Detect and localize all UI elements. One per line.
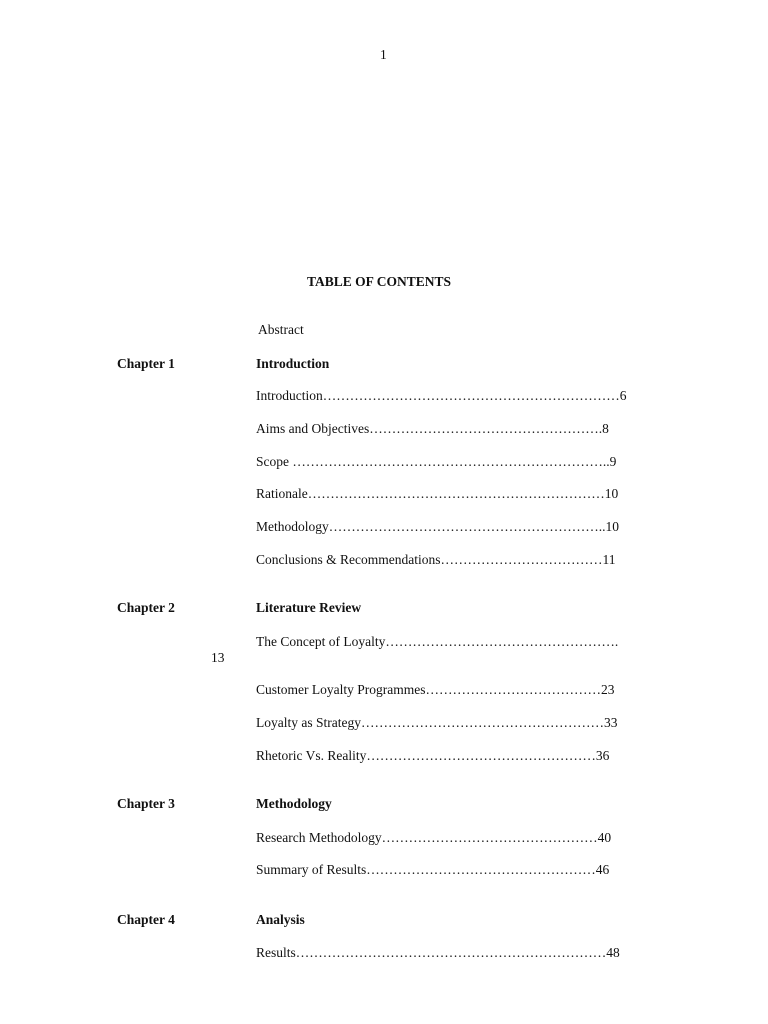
chapter-2-title: Literature Review	[256, 600, 362, 615]
toc-entry: Conclusions & Recommendations………………………………11	[256, 552, 616, 567]
toc-title: TABLE OF CONTENTS	[307, 274, 452, 289]
toc-entry: Customer Loyalty Programmes…………………………………23	[256, 682, 615, 697]
toc-entry: Aims and Objectives…………………………………………….8	[256, 421, 609, 436]
chapter-4-label: Chapter 4	[117, 912, 175, 927]
chapter-3-label: Chapter 3	[117, 796, 175, 811]
toc-entry: Rhetoric Vs. Reality……………………………………………36	[256, 748, 610, 763]
toc-entry: Summary of Results……………………………………………46	[256, 862, 610, 877]
toc-entry: Research Methodology…………………………………………40	[256, 830, 612, 845]
toc-entry: The Concept of Loyalty…………………………………………….	[256, 634, 619, 649]
page-number: 1	[380, 47, 387, 62]
toc-entry-abstract: Abstract	[258, 322, 304, 337]
chapter-2-label: Chapter 2	[117, 600, 175, 615]
toc-entry-page-number: 13	[211, 650, 225, 665]
toc-entry: Introduction…………………………………………………………6	[256, 388, 627, 403]
toc-entry: Scope ……………………………………………………………..9	[256, 454, 617, 469]
chapter-4-title: Analysis	[256, 912, 305, 927]
chapter-1-title: Introduction	[256, 356, 330, 371]
toc-entry: Methodology……………………………………………………..10	[256, 519, 619, 534]
toc-entry: Results……………………………………………………………48	[256, 945, 620, 960]
chapter-1-label: Chapter 1	[117, 356, 175, 371]
toc-entry: Loyalty as Strategy………………………………………………33	[256, 715, 618, 730]
toc-entry: Rationale…………………………………………………………10	[256, 486, 619, 501]
chapter-3-title: Methodology	[256, 796, 332, 811]
